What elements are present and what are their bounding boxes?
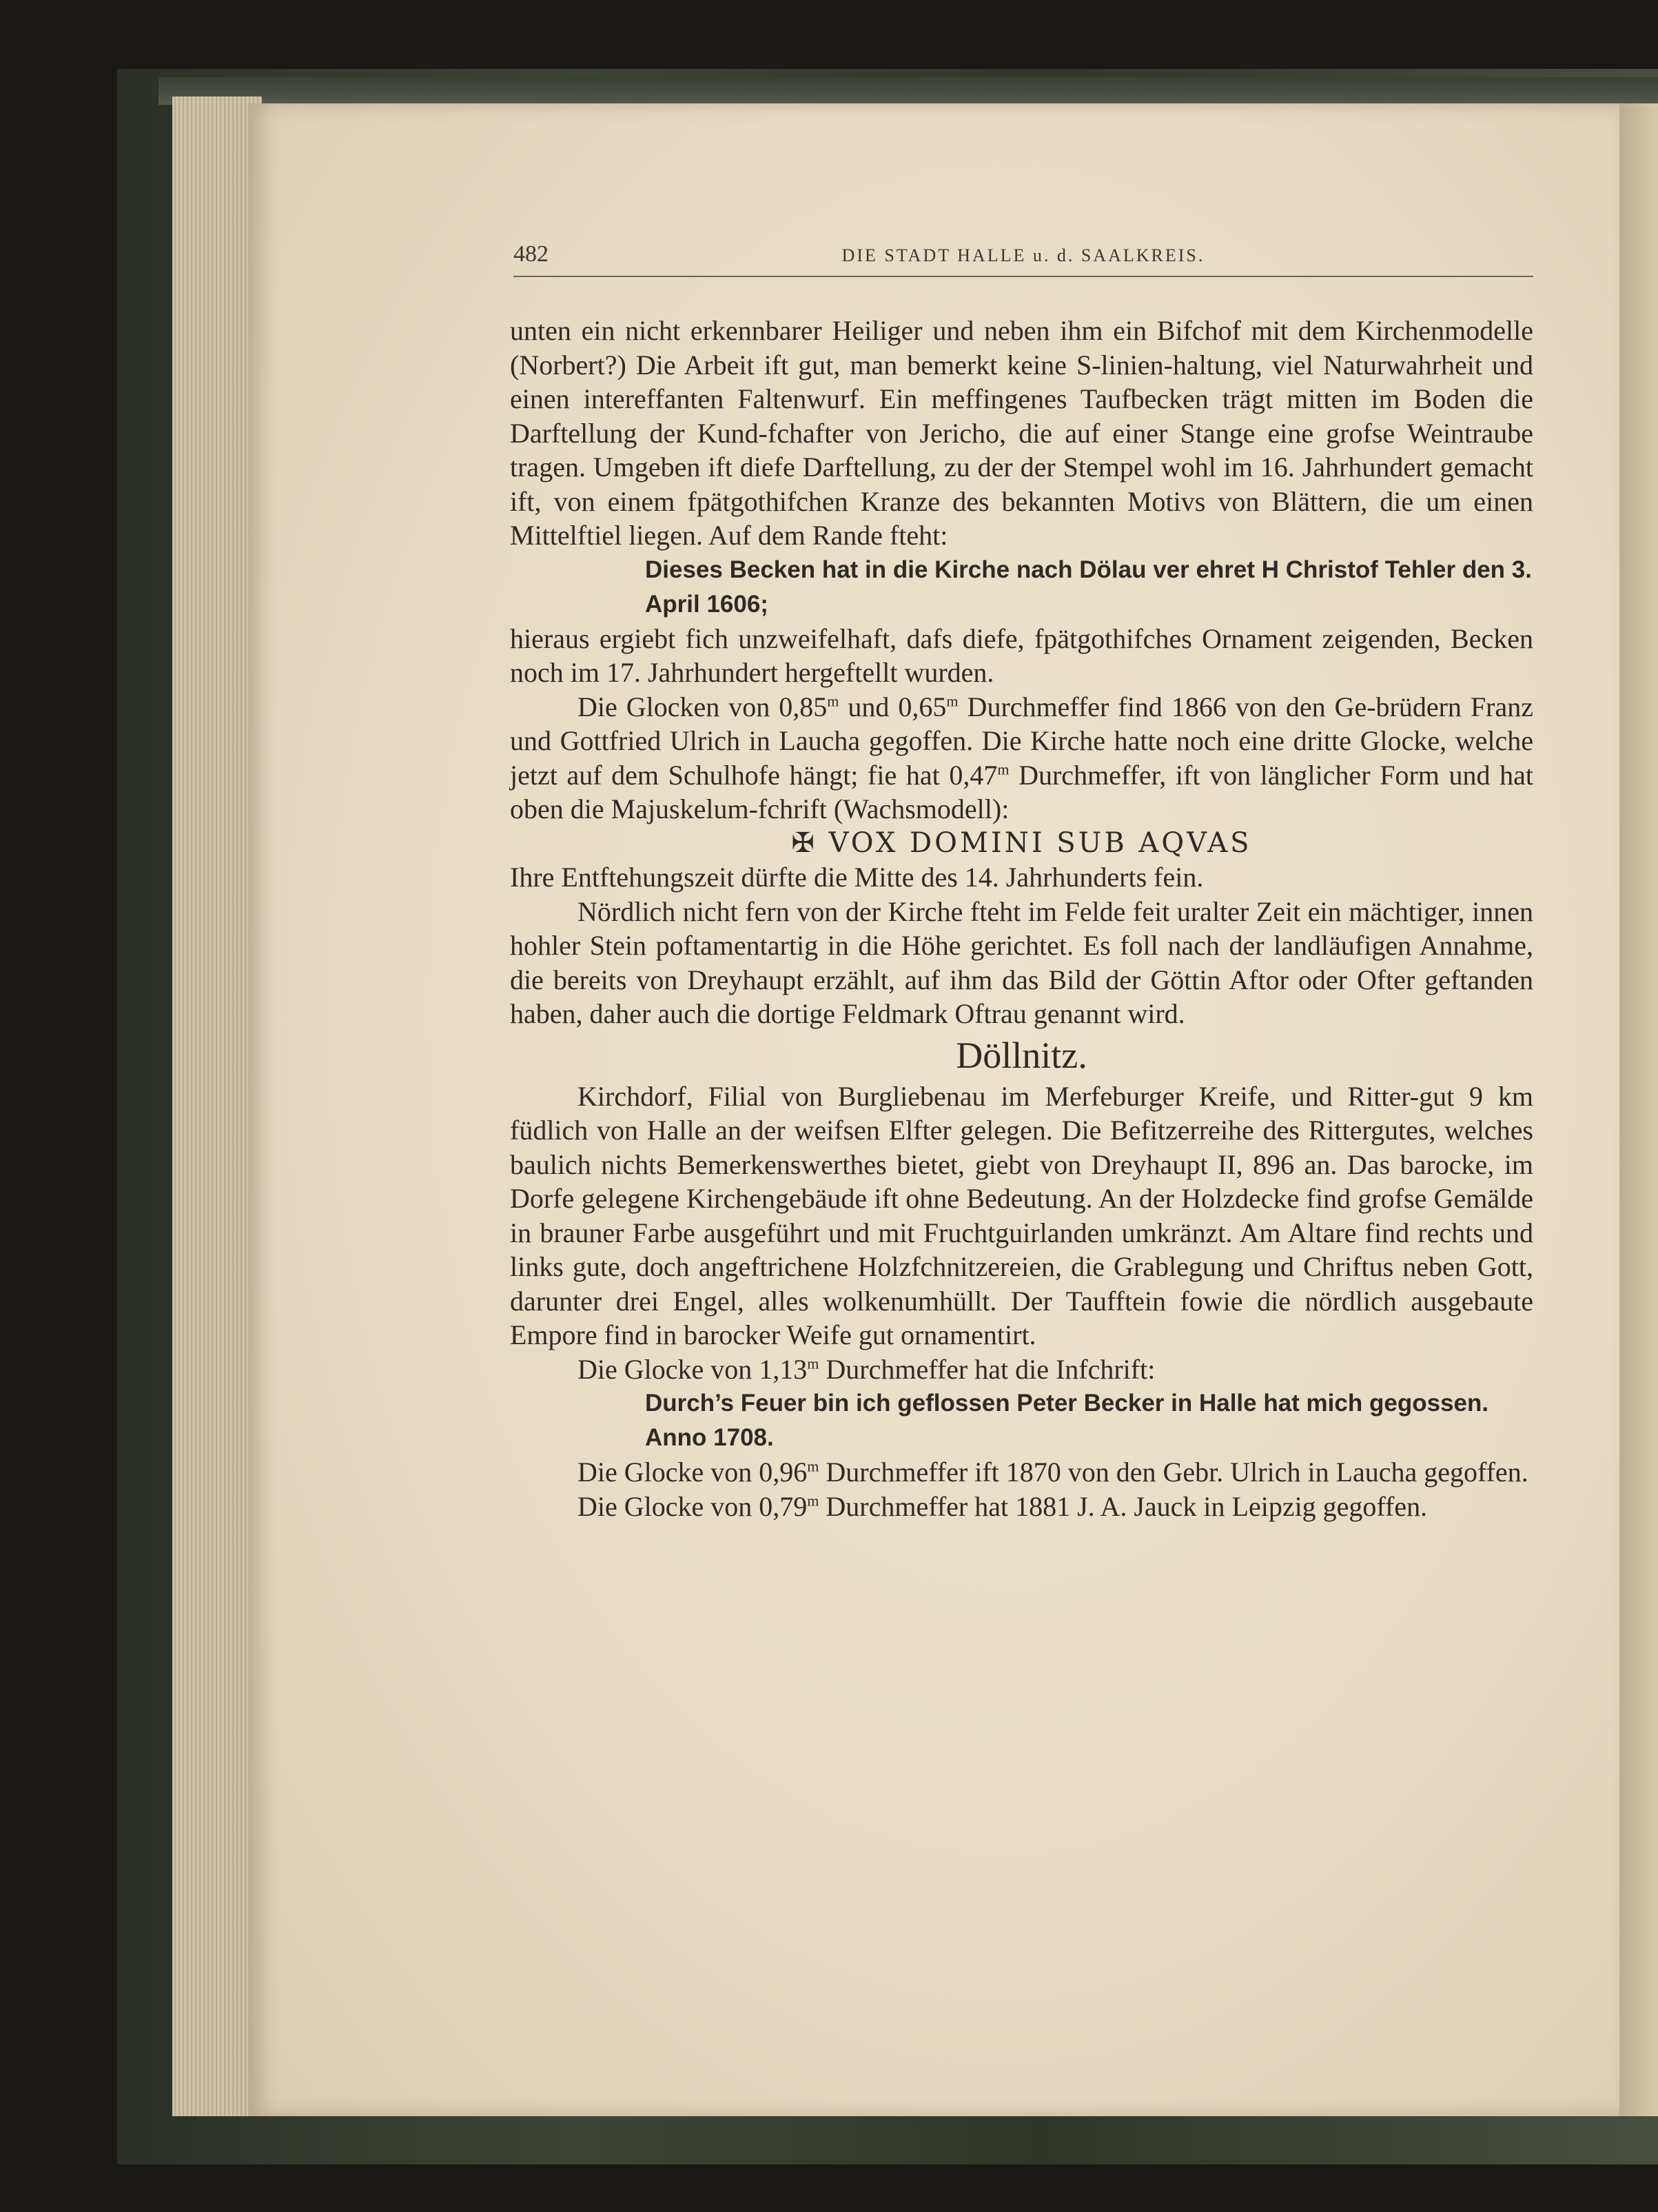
text-run: Durchmeffer ift 1870 von den Gebr. Ulrich in Laucha gegoffen. <box>819 1457 1528 1488</box>
text-run: Durchmeffer hat 1881 J. A. Jauck in Leipzig gegoffen. <box>819 1490 1428 1522</box>
inscription-quote: Dieses Becken hat in die Kirche nach Dölau ver ehret H Christof Tehler den 3. April 1606; <box>645 556 1532 618</box>
text-run: Die Glocke von 0,79 <box>577 1490 808 1522</box>
paragraph <box>510 1455 1533 1490</box>
inscription-quote: Durch’s Feuer bin ich geflossen Peter Becker in Halle hat mich gegossen. Anno 1708. <box>645 1390 1489 1451</box>
section-title: Döllnitz. <box>956 1034 1087 1076</box>
paragraph: hieraus ergiebt fich unzweifelhaft, dafs diefe, fpätgothifches Ornament zeigenden, Becken noch im 17. Jahrhundert hergeftellt wurden. <box>510 622 1533 688</box>
page-body <box>510 314 1533 1523</box>
unit-superscript: m <box>807 1457 819 1475</box>
book-spine-top <box>158 77 1658 105</box>
paragraph <box>510 1490 1533 1524</box>
paragraph: Kirchdorf, Filial von Burgliebenau im Merfeburger Kreife, und Ritter-gut 9 km füdlich von Halle an der weifsen Elfter gelegen. Die Befitzerreihe des Rittergutes, welches baulich nichts Bemerkenswerthes bietet, giebt von Dreyhaupt II, 896 an. Das barocke, im Dorfe gelegene Kirchengebäude ift ohne Bedeutung. An der Holzdecke find grofse Gemälde in brauner Farbe ausgeführt und mit Fruchtguirlanden umkränzt. Am Altare find rechts und links gute, doch angeftrichene Holzfchnitzereien, die Grablegung und Chriftus neben Gott, darunter drei Engel, alles wolkenumhüllt. Der Taufftein fowie die nördlich ausgebaute Empore find in barocker Weife gut ornamentirt. <box>510 1080 1533 1350</box>
paragraph: Nördlich nicht fern von der Kirche fteht im Felde feit uralter Zeit ein mächtiger, innen hohler Stein poftamentartig in die Höhe gerichtet. Es foll nach der landläufigen Annahme, die bereits von Dreyhaupt erzählt, auf ihm das Bild der Göttin Aftor oder Ofter geftanden haben, daher auch die dortige Feldmark Oftrau genannt wird. <box>510 895 1533 1029</box>
paragraph <box>510 690 1533 826</box>
paragraph: unten ein nicht erkennbarer Heiliger und neben ihm ein Bifchof mit dem Kirchenmodelle (Norbert?) Die Arbeit ift gut, man bemerkt keine S-linien-haltung, viel Naturwahrheit und einen intereffanten Faltenwurf. Ein meffingenes Taufbecken trägt mitten im Boden die Darftellung der Kund-fchafter von Jericho, die auf einer Stange eine grofse Weintraube tragen. Umgeben ift diefe Darftellung, zu der der Stempel wohl im 16. Jahrhundert gemacht ift, von einem fpätgothifchen Kranze des bekannten Motivs von Blättern, die um einen Mittelftiel liegen. Auf dem Rande fteht: <box>510 315 1533 551</box>
unit-superscript: m <box>946 692 959 710</box>
unit-superscript: m <box>997 760 1010 778</box>
running-title: DIE STADT HALLE u. d. SAALKREIS. <box>841 245 1205 265</box>
bell-inscription: ✠ VOX DOMINI SUB AQVAS <box>791 826 1252 859</box>
unit-superscript: m <box>807 1354 819 1372</box>
unit-superscript: m <box>827 692 839 710</box>
text-run: Die Glocken von 0,85 <box>577 691 828 722</box>
text-run: und 0,65 <box>839 691 947 722</box>
text-run: Durchmeffer hat die Infchrift: <box>819 1353 1156 1385</box>
text-run: Durchmeffer find 1866 von den Ge-brüdern Franz und Gottfried Ulrich in Laucha gegoffen. Die Kirche hatte noch eine dritte Glocke, welche jetzt auf dem Schulhofe hängt; fie hat 0,47 <box>510 691 1534 791</box>
running-header <box>513 241 1533 277</box>
paragraph: Ihre Entftehungszeit dürfte die Mitte des 14. Jahrhunderts fein. <box>510 862 1204 893</box>
unit-superscript: m <box>807 1492 819 1510</box>
page-number: 482 <box>513 241 549 267</box>
paragraph <box>510 1352 1533 1387</box>
text-run: Die Glocke von 1,13 <box>577 1353 808 1385</box>
text-run: Durchmeffer, ift von länglicher Form und hat oben die Majuskelum-fchrift (Wachsmodell): <box>510 759 1534 824</box>
text-run: Die Glocke von 0,96 <box>577 1457 808 1488</box>
